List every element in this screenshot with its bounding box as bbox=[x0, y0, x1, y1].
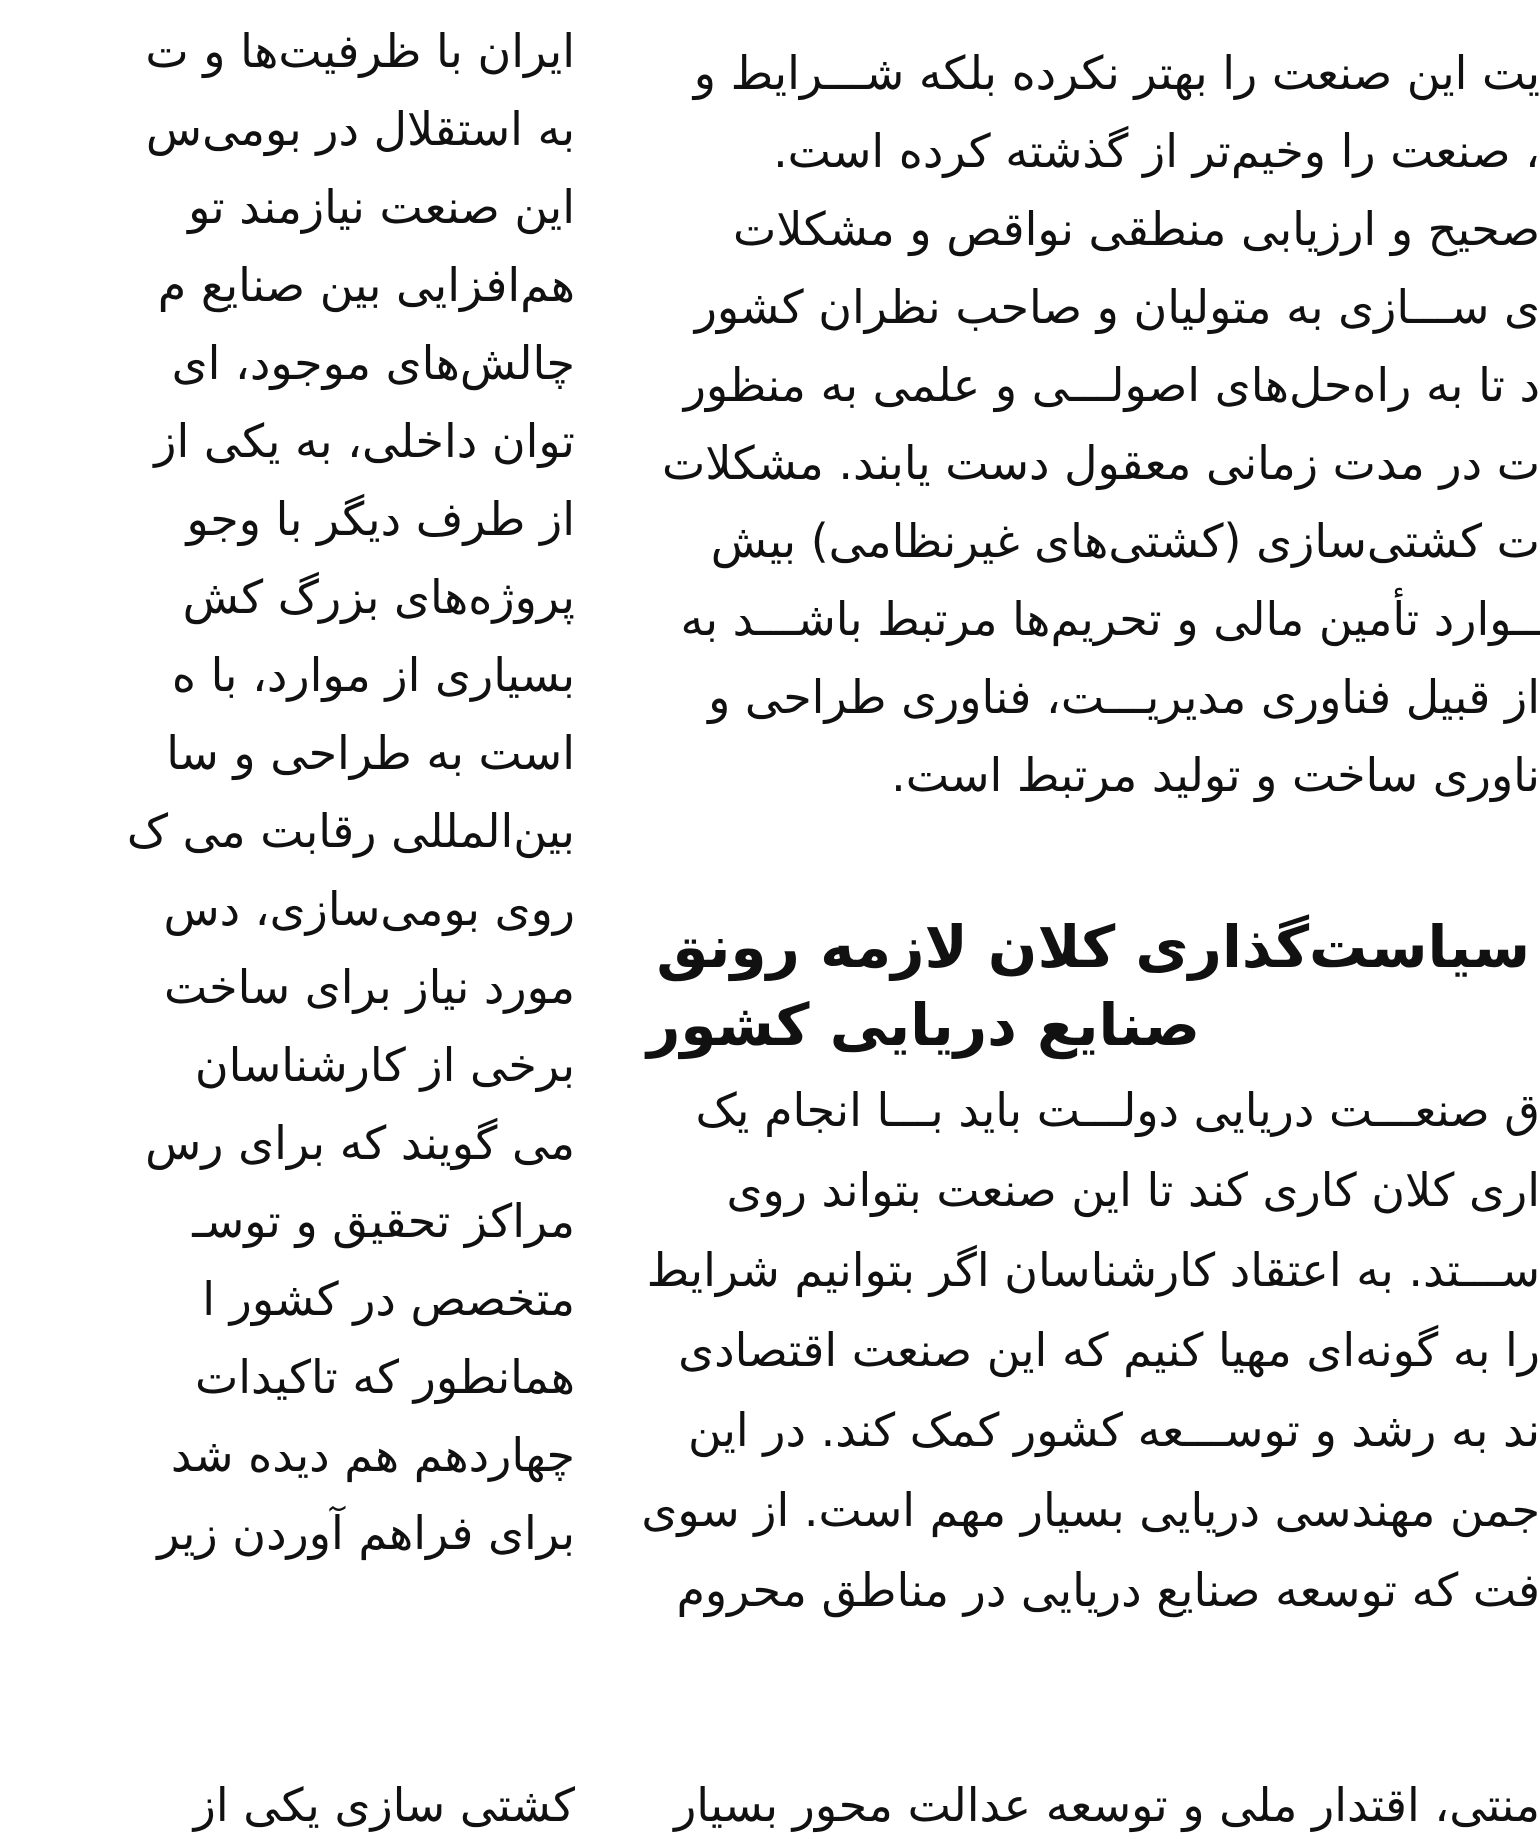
text-line: ســـتد. به اعتقاد کارشناسان اگر بتوانیم شرایط bbox=[646, 1243, 1540, 1297]
text-line: اری کلان کاری کند تا این صنعت بتواند روی bbox=[726, 1163, 1540, 1217]
text-line: منتی، اقتدار ملی و توسعه عدالت محور بسیار bbox=[674, 1778, 1540, 1832]
text-line: مورد نیاز برای ساخت bbox=[163, 960, 575, 1014]
text-line: به استقلال در بومی‌س bbox=[145, 102, 575, 156]
text-line: ناوری ساخت و تولید مرتبط است. bbox=[891, 748, 1540, 802]
text-line: د تا به راه‌حل‌های اصولـــی و علمی به منظور bbox=[683, 358, 1540, 412]
text-line: پروژه‌های بزرگ کش bbox=[182, 570, 575, 624]
text-line: ایران با ظرفیت‌ها و ت bbox=[145, 24, 575, 78]
text-line: ت کشتی‌سازی (کشتی‌های غیرنظامی) بیش bbox=[710, 514, 1540, 568]
text-line: می گویند که برای رس bbox=[145, 1116, 575, 1170]
section-heading: سیاست‌گذاری کلان لازمه رونق bbox=[656, 913, 1530, 981]
text-line: برخی از کارشناسان bbox=[194, 1038, 575, 1092]
text-line: چهاردهم هم دیده شد bbox=[170, 1428, 575, 1482]
text-line: از قبیل فناوری مدیریـــت، فناوری طراحی و bbox=[708, 670, 1540, 724]
text-line: را به گونه‌ای مهیا کنیم که این صنعت اقتصادی bbox=[678, 1323, 1540, 1377]
text-line: این صنعت نیازمند تو bbox=[188, 180, 575, 234]
text-line: ند به رشد و توســـعه کشور کمک کند. در این bbox=[688, 1403, 1540, 1457]
text-line: ، صنعت را وخیم‌تر از گذشته کرده است. bbox=[773, 124, 1540, 178]
text-line: ی ســـازی به متولیان و صاحب نظران کشور bbox=[694, 280, 1540, 334]
text-line: ق صنعـــت دریایی دولـــت باید بـــا انجام یک bbox=[695, 1083, 1540, 1137]
text-line: یت این صنعت را بهتر نکرده بلکه شـــرایط و bbox=[693, 46, 1540, 100]
text-line: است به طراحی و سا bbox=[166, 726, 575, 780]
text-line: توان داخلی، به یکی از bbox=[154, 414, 575, 468]
text-line: هم‌افزایی بین صنایع م bbox=[157, 258, 575, 312]
text-line: از طرف دیگر با وجو bbox=[186, 492, 575, 546]
text-line: ــوارد تأمین مالی و تحریم‌ها مرتبط باشـــد به bbox=[680, 592, 1540, 646]
text-line: بسیاری از موارد، با ه bbox=[171, 648, 575, 702]
right-column bbox=[540, 0, 1540, 1839]
text-line: روی بومی‌سازی، دس bbox=[163, 882, 575, 936]
text-line: مراکز تحقیق و توسـ bbox=[192, 1194, 575, 1248]
text-line: بین‌المللی رقابت می ک bbox=[126, 804, 575, 858]
text-line: متخصص در کشور ا bbox=[202, 1272, 575, 1326]
text-line: همانطور که تاکیدات bbox=[194, 1350, 575, 1404]
left-column bbox=[0, 0, 575, 1839]
text-line: چالش‌های موجود، ای bbox=[171, 336, 575, 390]
text-line: جمن مهندسی دریایی بسیار مهم است. از سوی bbox=[641, 1483, 1540, 1537]
text-line: ت در مدت زمانی معقول دست یابند. مشکلات bbox=[661, 436, 1540, 490]
text-line: فت که توسعه صنایع دریایی در مناطق محروم bbox=[676, 1563, 1540, 1617]
section-heading: صنایع دریایی کشور bbox=[647, 991, 1200, 1059]
text-line: صحیح و ارزیابی منطقی نواقص و مشکلات bbox=[732, 202, 1540, 256]
text-line: کشتی سازی یکی از bbox=[193, 1778, 575, 1832]
text-line: برای فراهم آوردن زیر bbox=[157, 1506, 575, 1560]
